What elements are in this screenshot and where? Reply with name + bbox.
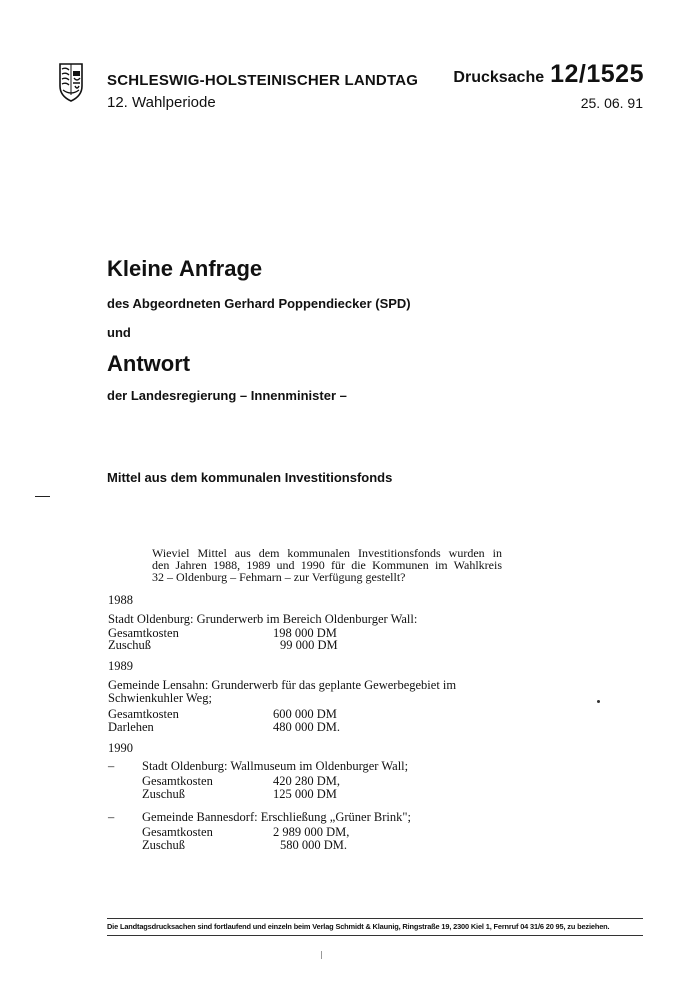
footer-rule-top <box>107 918 643 919</box>
project-1989-line-1: Gemeinde Lensahn: Grunderwerb für das geplante Gewerbegebiet im <box>108 678 457 692</box>
conjunction-und: und <box>107 325 131 340</box>
value-1989-loan: 480 000 DM. <box>273 720 341 734</box>
project-1988: Stadt Oldenburg: Grunderwerb im Bereich Oldenburger Wall: <box>108 612 418 626</box>
author-line: des Abgeordneten Gerhard Poppendiecker (SPD) <box>107 296 411 311</box>
title-kleine-anfrage <box>107 256 262 282</box>
parliament-name: SCHLESWIG-HOLSTEINISCHER LANDTAG <box>107 72 419 89</box>
footer-rule-bottom <box>107 935 643 936</box>
label-1988-total: Gesamtkosten <box>108 626 179 640</box>
project-1989-line-2: Schwienkuhler Weg; <box>108 691 212 705</box>
fold-mark <box>321 951 322 959</box>
label-1990-a-total: Gesamtkosten <box>142 774 213 788</box>
value-1989-total: 600 000 DM <box>273 707 337 721</box>
document-number <box>453 60 644 89</box>
document-label: Drucksache <box>453 69 545 86</box>
value-1990-b-grant: 580 000 DM. <box>280 838 348 852</box>
question-line-1: Wieviel Mittel aus dem kommunalen Investitionsfonds wurden in <box>152 546 502 560</box>
label-1990-b-total: Gesamtkosten <box>142 825 213 839</box>
project-1990-b: Gemeinde Bannesdorf: Erschließung „Grüner Brink"; <box>142 810 411 824</box>
legislative-period: 12. Wahlperiode <box>107 94 216 111</box>
title-word-kleine: Kleine <box>107 256 174 281</box>
subject-line: Mittel aus dem kommunalen Investitionsfonds <box>107 470 393 485</box>
question-line-3: 32 – Oldenburg – Fehmarn – zur Verfügung gestellt? <box>152 570 406 584</box>
year-1988: 1988 <box>108 593 133 607</box>
footer-note: Die Landtagsdrucksachen sind fortlaufend und einzeln beim Verlag Schmidt & Klaunig, Ringstraße 19, 2300 Kiel 1, Fernruf 04 31/6 20 95, zu beziehen. <box>107 922 610 931</box>
bullet-dash: – <box>108 810 115 824</box>
value-1990-b-total: 2 989 000 DM, <box>273 825 350 839</box>
label-1989-loan: Darlehen <box>108 720 154 734</box>
value-1988-total: 198 000 DM <box>273 626 337 640</box>
value-1990-a-total: 420 280 DM, <box>273 774 341 788</box>
year-1989: 1989 <box>108 659 133 673</box>
project-1990-a: Stadt Oldenburg: Wallmuseum im Oldenburger Wall; <box>142 759 409 773</box>
respondent-line: der Landesregierung – Innenminister – <box>107 388 347 403</box>
title-antwort: Antwort <box>107 351 191 376</box>
label-1990-b-grant: Zuschuß <box>142 838 186 852</box>
value-1990-a-grant: 125 000 DM <box>273 787 337 801</box>
label-1989-total: Gesamtkosten <box>108 707 179 721</box>
label-1988-grant: Zuschuß <box>108 638 152 652</box>
document-number-value: 12/1525 <box>550 60 644 88</box>
value-1988-grant: 99 000 DM <box>280 638 338 652</box>
title-word-anfrage: Anfrage <box>179 256 263 281</box>
question-text <box>152 547 502 583</box>
year-1990: 1990 <box>108 741 133 755</box>
stray-mark <box>597 700 600 703</box>
bullet-dash: – <box>108 759 115 773</box>
coat-of-arms-icon <box>57 62 85 102</box>
label-1990-a-grant: Zuschuß <box>142 787 186 801</box>
margin-mark <box>35 496 50 497</box>
question-line-2: den Jahren 1988, 1989 und 1990 für die Kommunen im Wahlkreis <box>152 558 502 572</box>
document-date: 25. 06. 91 <box>580 95 643 111</box>
